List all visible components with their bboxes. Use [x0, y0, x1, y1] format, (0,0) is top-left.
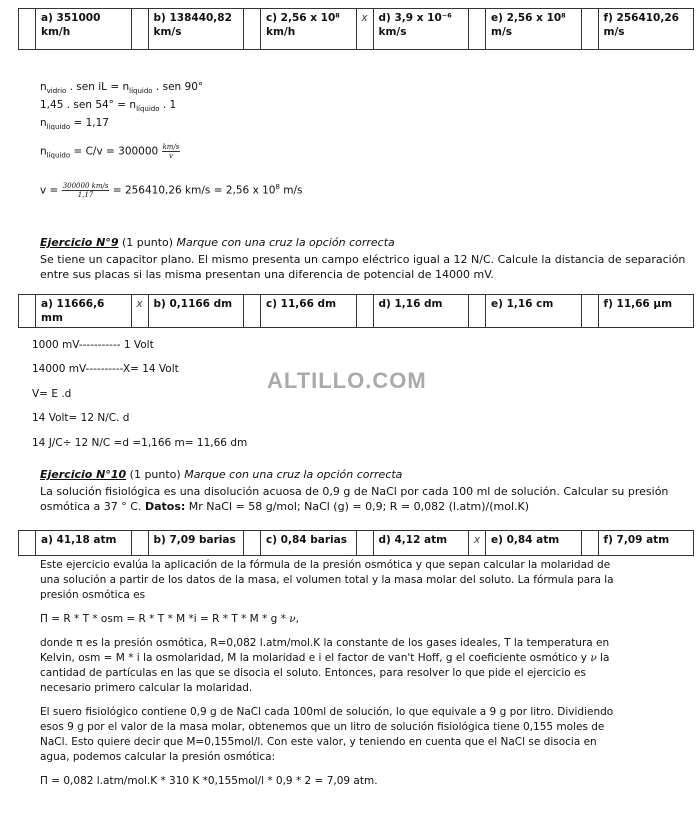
q10-option-b: b) 7,09 barias [148, 531, 244, 556]
q9-checkbox-d[interactable] [356, 295, 373, 328]
q9-option-c: c) 11,66 dm [261, 295, 357, 328]
table-row [19, 531, 694, 556]
q10-checkbox-d[interactable] [356, 531, 373, 556]
q9-work-line-3: V= E .d [32, 388, 72, 400]
q8-option-e: e) 2,56 x 10⁸ m/s [486, 9, 582, 50]
q8-options-table [18, 8, 694, 50]
q10-checkbox-b[interactable] [131, 531, 148, 556]
q10-option-e: e) 0,84 atm [486, 531, 582, 556]
q9-statement: Se tiene un capacitor plano. El mismo presenta un campo eléctrico igual a 12 N/C. Calcule la distancia de separación entre sus placas si las misma presentan una diferencia de potencial de 14000 mV. [40, 253, 686, 281]
q10-option-f: f) 7,09 atm [598, 531, 694, 556]
q10-title: Ejercicio N°10 (1 punto) Marque con una cruz la opción correcta [40, 468, 403, 481]
q8-work-line-1: $n_{vidrio}$ . sen iL = $n_{líquido}$ . sen 90° [40, 81, 204, 96]
explanation-paragraph-1: Este ejercicio evalúa la aplicación de la fórmula de la presión osmótica y que sepan calcular la molaridad de una solución a partir de los datos de la masa, el volumen total y la masa molar del soluto. La fórmula para la presión osmótica es [40, 559, 614, 601]
q9-option-a: a) 11666,6 mm [36, 295, 132, 328]
q10-checkbox-f[interactable] [581, 531, 598, 556]
q10-checkbox-c[interactable] [244, 531, 261, 556]
q10-option-d: d) 4,12 atm [373, 531, 469, 556]
q9-option-d: d) 1,16 dm [373, 295, 469, 328]
q10-option-a: a) 41,18 atm [36, 531, 132, 556]
q9-checkbox-b[interactable]: x [131, 295, 148, 328]
q10-options-table [18, 530, 694, 556]
q8-option-a: a) 351000 km/h [36, 9, 132, 50]
q8-checkbox-f[interactable] [581, 9, 598, 50]
q10-option-c: c) 0,84 barias [261, 531, 357, 556]
final-calculation: Π = 0,082 l.atm/mol.K * 310 K *0,155mol/l * 0,9 * 2 = 7,09 atm. [40, 775, 378, 787]
q8-work-line-5: v = $\frac{300000 km/s}{1,17}$ = 256410,26 km/s = 2,56 x $10^8$ m/s [40, 182, 303, 199]
q8-option-d: d) 3,9 x 10⁻⁶ km/s [373, 9, 469, 50]
q8-option-c: c) 2,56 x 10⁸ km/h [261, 9, 357, 50]
q9-title: Ejercicio N°9 (1 punto) Marque con una cruz la opción correcta [40, 236, 395, 249]
q10-statement: La solución fisiológica es una disolución acuosa de 0,9 g de NaCl por cada 100 ml de solución. Calcular su presión osmótica a 37 ° C. Datos: Mr NaCl = 58 g/mol; NaCl (g) = 0,9; R = 0,082 (l.atm)/(mol.K) [40, 485, 669, 513]
q8-checkbox-b[interactable] [131, 9, 148, 50]
table-row [19, 9, 694, 50]
q8-option-f: f) 256410,26 m/s [598, 9, 694, 50]
q9-work-line-2: 14000 mV----------X= 14 Volt [32, 363, 179, 375]
q8-checkbox-e[interactable] [469, 9, 486, 50]
q8-work-line-3: $n_{líquido} = 1,17$ [40, 117, 109, 132]
q8-checkbox-c[interactable] [244, 9, 261, 50]
q9-work-line-5: 14 J/C÷ 12 N/C =d =1,166 m= 11,66 dm [32, 437, 248, 449]
table-row [19, 295, 694, 328]
watermark: ALTILLO.COM [267, 368, 427, 393]
q10-checkbox-a[interactable] [19, 531, 36, 556]
osmotic-formula: Π = R * T * osm = R * T * M *i = R * T * M * g * ν, [40, 613, 299, 625]
q9-work-line-1: 1000 mV----------- 1 Volt [32, 339, 154, 351]
q9-checkbox-f[interactable] [581, 295, 598, 328]
q8-work [40, 80, 203, 134]
q10-explanation [40, 558, 615, 798]
q8-checkbox-a[interactable] [19, 9, 36, 50]
fraction: $\frac{300000 km/s}{1,17}$ [62, 182, 109, 199]
q9-checkbox-a[interactable] [19, 295, 36, 328]
q10-checkbox-e[interactable]: x [469, 531, 486, 556]
q8-checkbox-d[interactable]: x [356, 9, 373, 50]
q9-checkbox-e[interactable] [469, 295, 486, 328]
q9-option-e: e) 1,16 cm [486, 295, 582, 328]
q9-checkbox-c[interactable] [244, 295, 261, 328]
q8-work-line-4: $n_{líquido} = C/v = 300000$ $\frac{km/s}{v}$ [40, 143, 180, 160]
q9-work-line-4: 14 Volt= 12 N/C. d [32, 412, 130, 424]
q9-option-f: f) 11,66 μm [598, 295, 694, 328]
q8-work-line-2: 1,45 . sen $54^\circ = n_{líquido}$ . 1 [40, 99, 177, 114]
explanation-paragraph-2: donde π es la presión osmótica, R=0,082 l.atm/mol.K la constante de los gases ideales, T la temperatura en Kelvin, osm = M * i la osmolaridad, M la molaridad e i el factor de van't Hoff, g el coeficiente osmótico y ν la cantidad de partículas en las que se disocia el soluto. Entonces, para resolver lo que pide el ejercicio es necesario primero calcular la molaridad. [40, 637, 610, 694]
q8-option-b: b) 138440,82 km/s [148, 9, 244, 50]
fraction: $\frac{km/s}{v}$ [162, 143, 180, 160]
q9-options-table [18, 294, 694, 328]
q9-option-b: b) 0,1166 dm [148, 295, 244, 328]
explanation-paragraph-3: El suero fisiológico contiene 0,9 g de NaCl cada 100ml de solución, lo que equivale a 9 g por litro. Dividiendo esos 9 g por el valor de la masa molar, obtenemos que un litro de solución fisiológica tiene 0,155 moles de NaCl. Esto quiere decir que M=0,155mol/l. Con este valor, y teniendo en cuenta que el NaCl se disocia en agua, podemos calcular la presión osmótica: [40, 706, 614, 763]
